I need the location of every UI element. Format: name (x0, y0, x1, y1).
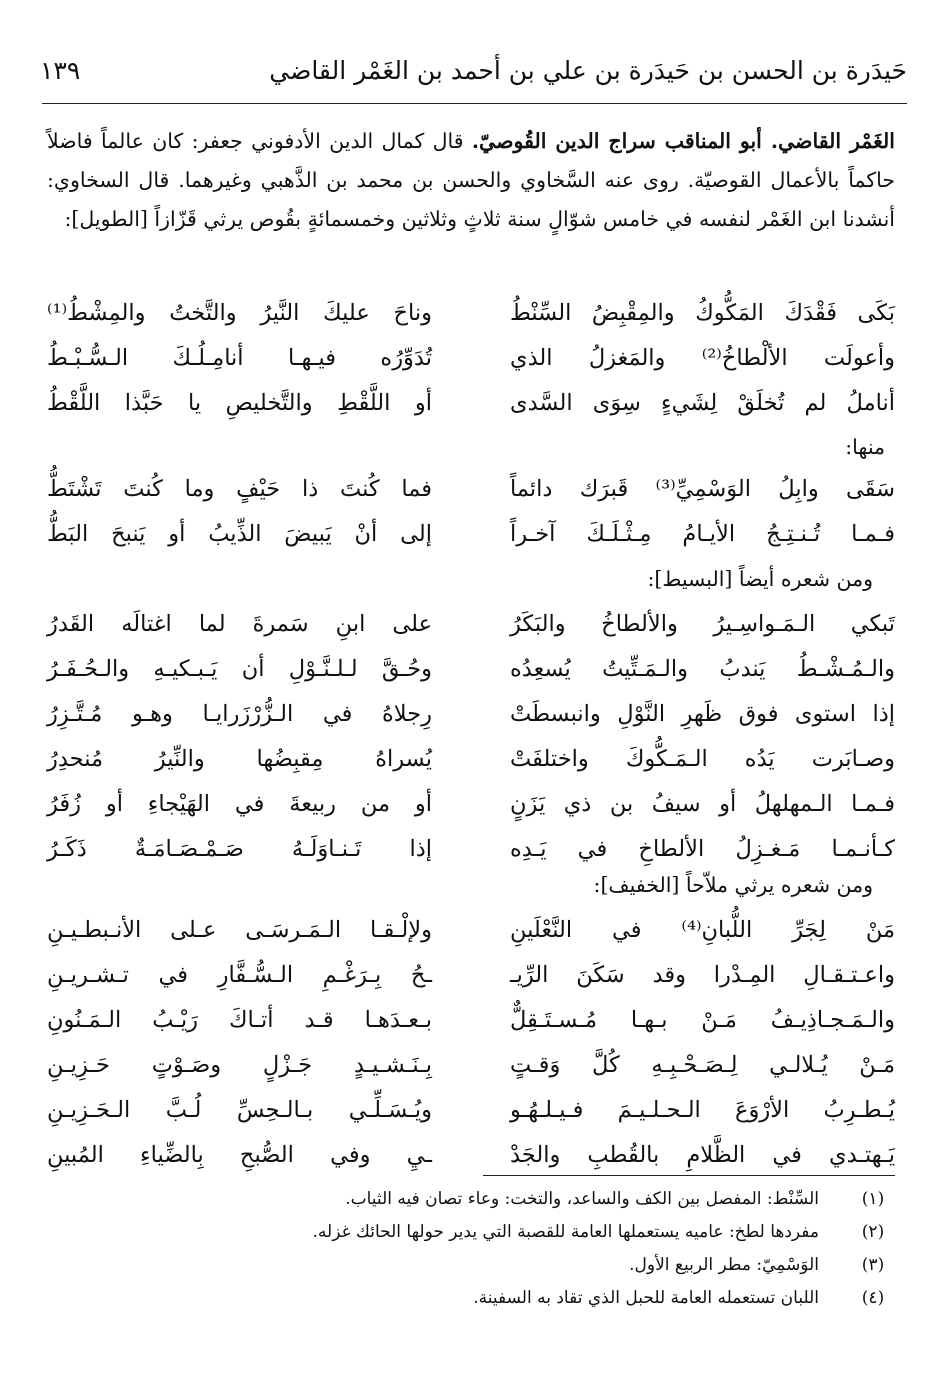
running-title: حَيدَرة بن الحسن بن حَيدَرة بن علي بن أحمد بن الغَمْر القاضي (269, 56, 907, 85)
first-hemistich: تَبكي الـمَـواسِـيرُ والألطاخُ والبَكَرُ (510, 611, 895, 637)
second-hemistich: أو من ربيعةَ في الهَيْجاءِ أو زُفَرُ (47, 791, 432, 817)
section-caption: منها: (845, 435, 885, 459)
footnote (47, 1217, 895, 1250)
first-hemistich: كـأنـمـا مَـغـزِلُ الألطاخِ في يَـدِه (510, 836, 895, 862)
footnote (47, 1283, 895, 1316)
first-hemistich: يُـطـرِبُ الأرْوَعَ الـحـلـيـمَ فـيـلـهُـو (510, 1097, 895, 1123)
first-hemistich: إذا استوى فوق ظَهرِ النَّوْلِ وانبسطَتْ (510, 701, 895, 727)
second-hemistich: إلى أنْ يَبيضَ الذِّيبُ أو يَنبحَ البَطُّ (47, 521, 432, 547)
subject-name: الغَمْر القاضي. أبو المناقب سراج الدين القُوصيّ. (471, 129, 895, 153)
poem-tawil (47, 293, 895, 428)
section-caption: ومن شعره يرثي ملاّحاً [الخفيف]: (593, 873, 873, 897)
second-hemistich: على ابنِ سَمرةَ لما اغتالَه القَدرُ (47, 611, 432, 637)
second-hemistich: وحُـقَّ لـلـنَّـوْلِ أن يَـبـكيـهِ والـحُـفَـرُ (47, 656, 432, 682)
first-hemistich: والـمُـشْـطُ يَندبُ والـمَـتِّيتُ يُسعِدُه (510, 656, 895, 682)
footnote-text: اللبان تستعمله العامة للحبل الذي تقاد به السفينة. (473, 1288, 819, 1308)
page-number: ١٣٩ (40, 56, 81, 85)
verse-line (47, 338, 895, 383)
second-hemistich: ـحُ بِـرَغْـمِ الـسُّـفَّارِ في تـشـريـنِ (47, 962, 432, 988)
first-hemistich: والـمَـجـاذِيـفُ مَـنْ بـهـا مُـسـتَـقِلٌّ (510, 1007, 895, 1033)
first-hemistich: وأعولَت الألْطاخُ⁽²⁾ والمَغزلُ الذي (510, 345, 895, 371)
first-hemistich: واعـتـقـالِ المِـدْرا وقد سَكَنَ الرِّيـ (510, 962, 895, 988)
first-hemistich: مَـنْ يُـلالـي لِـصَـحْـبِـهِ كُلَّ وَقـتٍ (510, 1052, 895, 1078)
second-hemistich: ولإلْـقـا الـمَـرسَـى عـلى الأنـبطـيـنِ (47, 917, 432, 943)
page-header (40, 48, 907, 100)
second-hemistich: رِجلاهُ في الـزُّرْزَرايـا وهـو مُـتَّـزِرُ (47, 701, 432, 727)
first-hemistich: مَنْ لِجَرِّ اللُّبانِ⁽⁴⁾ في النَّعْلَينِ (510, 917, 895, 943)
verse-line (47, 293, 895, 338)
verse-line (47, 1000, 895, 1045)
footnote-text: مفردها لطخ: عاميه يستعملها العامة للقصبة التي يدير حولها الحائك غزله. (312, 1222, 819, 1242)
verse-line (47, 739, 895, 784)
second-hemistich: ويُـسَـلِّـي بـالـحِسِّ لُـبَّ الـحَـزِيـنِ (47, 1097, 432, 1123)
footnote-text: السِّنْط: المفصل بين الكف والساعد، والتخت: وعاء تصان فيه الثياب. (345, 1189, 819, 1209)
footnote-number: (١) (861, 1189, 885, 1209)
footnote-number: (٢) (861, 1222, 885, 1242)
second-hemistich: بِـنَـشـيـدٍ جَـزْلٍ وصَـوْتٍ حَـزِيـنِ (47, 1052, 432, 1078)
poem-excerpt (47, 469, 895, 559)
first-hemistich: يَـهتـدي في الظَّلامِ بالقُطبِ والجَدْ (510, 1142, 895, 1168)
verse-line (47, 694, 895, 739)
first-hemistich: وصـابَرت يَدُه الـمَـكُّوكَ واختلفَتْ (510, 746, 895, 772)
footnote (47, 1184, 895, 1217)
biography-text: قال كمال الدين الأدفوني جعفر: كان عالماً فاضلاً حاكماً بالأعمال القوصيّة. روى عنه السَّخاوي والحسن بن محمد بن الذَّهبي وغيرهما. قال السخاوي: أنشدنا ابن الغَمْر لنفسه في خامس شوّالٍ سنة ثلاثٍ وثلاثين وخمسمائةٍ بقُوص يرثي قَزّازاً [الطويل]: (47, 129, 895, 231)
poem-basit (47, 604, 895, 874)
first-hemistich: فـمـا الـمهلهلُ أو سيفُ بن ذي يَزَنٍ (510, 791, 895, 817)
first-hemistich: بَكَى فَقْدَكَ المَكُّوكُ والمِقْبِضُ السِّنْطُ (510, 300, 895, 326)
first-hemistich: فـمـا تُـنـتِـجُ الأيـامُ مِـثْـلَـكَ آخـراً (510, 521, 895, 547)
verse-line (47, 955, 895, 1000)
section-caption: ومن شعره أيضاً [البسيط]: (647, 567, 873, 591)
first-hemistich: سَقَى وابِلُ الوَسْمِيِّ⁽³⁾ قَبرَك دائماً (510, 476, 895, 502)
footnote-text: الوَسْمِيّ: مطر الربيع الأول. (629, 1255, 819, 1275)
footnote-number: (٤) (861, 1288, 885, 1308)
footnote (47, 1250, 895, 1283)
second-hemistich: وناحَ عليكَ النَّيرُ والتَّختُ والمِشْطُ⁽¹⁾ (47, 300, 432, 326)
biography-paragraph (47, 122, 895, 239)
verse-line (47, 649, 895, 694)
footnote-number: (٣) (861, 1255, 885, 1275)
second-hemistich: إذا تَـنـاوَلَـهُ صَـمْـصَـامَـةٌ ذَكَـرُ (47, 836, 432, 862)
verse-line (47, 1090, 895, 1135)
verse-line (47, 514, 895, 559)
verse-line (47, 910, 895, 955)
second-hemistich: بـعـدَهـا قـد أتـاكَ رَيْـبُ الـمَـنُونِ (47, 1007, 432, 1033)
verse-line (47, 604, 895, 649)
footnotes (47, 1184, 895, 1316)
second-hemistich: ـيِ وفي الصُّبحِ بِالضِّياءِ المُبينِ (47, 1142, 432, 1168)
first-hemistich: أناملُ لم تُخلَقْ لِشَيءٍ سِوَى السَّدى (510, 390, 895, 416)
verse-line (47, 383, 895, 428)
poem-khafif (47, 910, 895, 1180)
footnote-divider (483, 1175, 895, 1176)
second-hemistich: فما كُنتَ ذا حَيْفٍ وما كُنتَ تَشْتَطُّ (47, 476, 432, 502)
verse-line (47, 784, 895, 829)
second-hemistich: تُدَوِّرُه فيـهـا أنامِـلُـكَ الـسُّـبْـطُ (47, 345, 432, 371)
second-hemistich: يُسراهُ مِقبِضُها والنِّيرُ مُنحدِرُ (47, 746, 432, 772)
verse-line (47, 1045, 895, 1090)
verse-line (47, 1135, 895, 1180)
header-divider (42, 103, 907, 104)
verse-line (47, 469, 895, 514)
second-hemistich: أو اللَّقْطِ والتَّخليصِ يا حَبَّذا اللَّقْطُ (47, 390, 432, 416)
